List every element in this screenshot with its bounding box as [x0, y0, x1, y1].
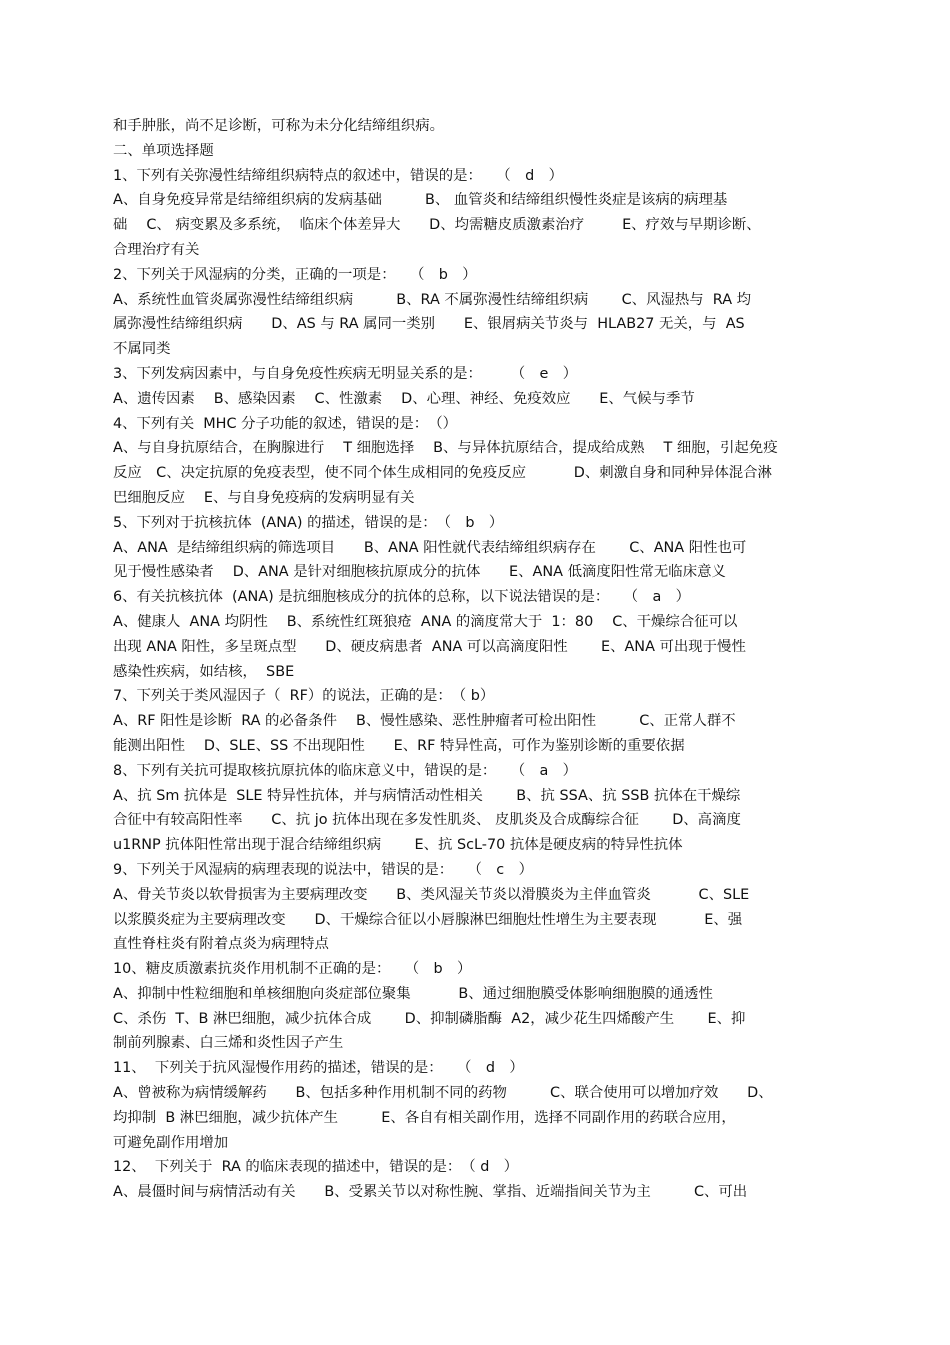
text-line: 合征中有较高阳性率 C、抗 jo 抗体出现在多发性肌炎、 皮肌炎及合成酶综合征 D、高滴度 — [113, 812, 741, 829]
text-line: A、抗 Sm 抗体是 SLE 特异性抗体，并与病情活动性相关 B、抗 SSA、抗 SSB 抗体在干燥综 — [113, 787, 741, 804]
text-line: A、健康人 ANA 均阴性 B、系统性红斑狼疮 ANA 的滴度常大于 1：80 C、干燥综合征可以 — [113, 613, 738, 630]
text-line: 1、下列有关弥漫性结缔组织病特点的叙述中，错误的是： （ d ） — [113, 167, 564, 184]
text-line: 10、糖皮质激素抗炎作用机制不正确的是： （ b ） — [113, 961, 472, 978]
text-line: A、RF 阳性是诊断 RA 的必备条件 B、慢性感染、恶性肿瘤者可检出阳性 C、正常人群不 — [113, 713, 736, 730]
text-line: 直性脊柱炎有附着点炎为病理特点 — [113, 936, 329, 953]
text-line: 出现 ANA 阳性，多呈斑点型 D、硬皮病患者 ANA 可以高滴度阳性 E、ANA 可出现于慢性 — [113, 638, 746, 655]
text-line: A、曾被称为病情缓解药 B、包括多种作用机制不同的药物 C、联合使用可以增加疗效 D、 — [113, 1085, 773, 1102]
text-line: 础 C、 病变累及多系统， 临床个体差异大 D、均需糖皮质激素治疗 E、疗效与早期诊断、 — [113, 217, 761, 234]
text-line: C、杀伤 T、B 淋巴细胞，减少抗体合成 D、抑制磷脂酶 A2，减少花生四烯酸产生 E、抑 — [113, 1010, 746, 1027]
text-line: A、遗传因素 B、感染因素 C、性激素 D、心理、神经、免疫效应 E、气候与季节 — [113, 390, 695, 407]
text-line: 5、下列对于抗核抗体 (ANA) 的描述，错误的是： （ b ） — [113, 514, 504, 531]
text-line: A、ANA 是结缔组织病的筛选项目 B、ANA 阳性就代表结缔组织病存在 C、ANA 阳性也可 — [113, 539, 747, 556]
text-line: 12、 下列关于 RA 的临床表现的描述中，错误的是： （ d ） — [113, 1159, 519, 1176]
text-line: A、抑制中性粒细胞和单核细胞向炎症部位聚集 B、通过细胞膜受体影响细胞膜的通透性 — [113, 985, 713, 1002]
text-line: 和手肿胀，尚不足诊断，可称为未分化结缔组织病。 — [113, 118, 444, 134]
text-line: A、与自身抗原结合，在胸腺进行 T 细胞选择 B、与异体抗原结合，提成给成熟 T 细胞，引起免疫 — [113, 440, 778, 457]
text-line: A、晨僵时间与病情活动有关 B、受累关节以对称性腕、掌指、近端指间关节为主 C、可出 — [113, 1184, 748, 1201]
text-line: 11、 下列关于抗风湿慢作用药的描述，错误的是： （ d ） — [113, 1060, 524, 1077]
text-line: 可避免副作用增加 — [113, 1134, 229, 1151]
text-line: 3、下列发病因素中，与自身免疫性疾病无明显关系的是： （ e ） — [113, 365, 578, 382]
text-line: 以浆膜炎症为主要病理改变 D、干燥综合征以小唇腺淋巴细胞灶性增生为主要表现 E、强 — [113, 911, 743, 928]
text-line: 制前列腺素、白三烯和炎性因子产生 — [113, 1035, 344, 1052]
text-line: 二、单项选择题 — [113, 142, 214, 159]
text-line: 不属同类 — [113, 341, 171, 358]
text-line: 能测出阳性 D、SLE、SS 不出现阳性 E、RF 特异性高，可作为鉴别诊断的重要依据 — [113, 737, 685, 754]
text-line: 感染性疾病，如结核， SBE — [113, 663, 295, 680]
text-line: 7、下列关于类风湿因子（ RF）的说法，正确的是： （ b） — [113, 688, 495, 705]
text-line: 见于慢性感染者 D、ANA 是针对细胞核抗原成分的抗体 E、ANA 低滴度阳性常无临床意义 — [113, 564, 726, 581]
document-body — [113, 114, 841, 1205]
text-line: 巴细胞反应 E、与自身免疫病的发病明显有关 — [113, 489, 415, 506]
text-line: 8、下列有关抗可提取核抗原抗体的临床意义中，错误的是： （ a ） — [113, 762, 578, 779]
text-line: 合理治疗有关 — [113, 241, 200, 258]
text-line: 6、有关抗核抗体 (ANA) 是抗细胞核成分的抗体的总称，以下说法错误的是： （ a ） — [113, 589, 691, 606]
text-line: A、骨关节炎以软骨损害为主要病理改变 B、类风湿关节炎以滑膜炎为主伴血管炎 C、SLE — [113, 886, 750, 903]
text-line: 属弥漫性结缔组织病 D、AS 与 RA 属同一类别 E、银屑病关节炎与 HLAB27 无关，与 AS — [113, 316, 745, 333]
text-line: u1RNP 抗体阳性常出现于混合结缔组织病 E、抗 ScL-70 抗体是硬皮病的特异性抗体 — [113, 837, 683, 854]
text-line: 2、下列关于风湿病的分类，正确的一项是： （ b ） — [113, 266, 477, 283]
text-line: 均抑制 B 淋巴细胞，减少抗体产生 E、各自有相关副作用，选择不同副作用的药联合应用， — [113, 1109, 736, 1126]
text-line: 反应 C、决定抗原的免疫表型，使不同个体生成相同的免疫反应 D、刺激自身和同种异体混合淋 — [113, 465, 772, 482]
text-line: 9、下列关于风湿病的病理表现的说法中，错误的是： （ c ） — [113, 861, 533, 878]
text-line: 4、下列有关 MHC 分子功能的叙述，错误的是： （） — [113, 415, 457, 432]
text-line: A、系统性血管炎属弥漫性结缔组织病 B、RA 不属弥漫性结缔组织病 C、风湿热与 RA 均 — [113, 291, 752, 308]
text-line: A、自身免疫异常是结缔组织病的发病基础 B、 血管炎和结缔组织慢性炎症是该病的病理基 — [113, 192, 728, 209]
